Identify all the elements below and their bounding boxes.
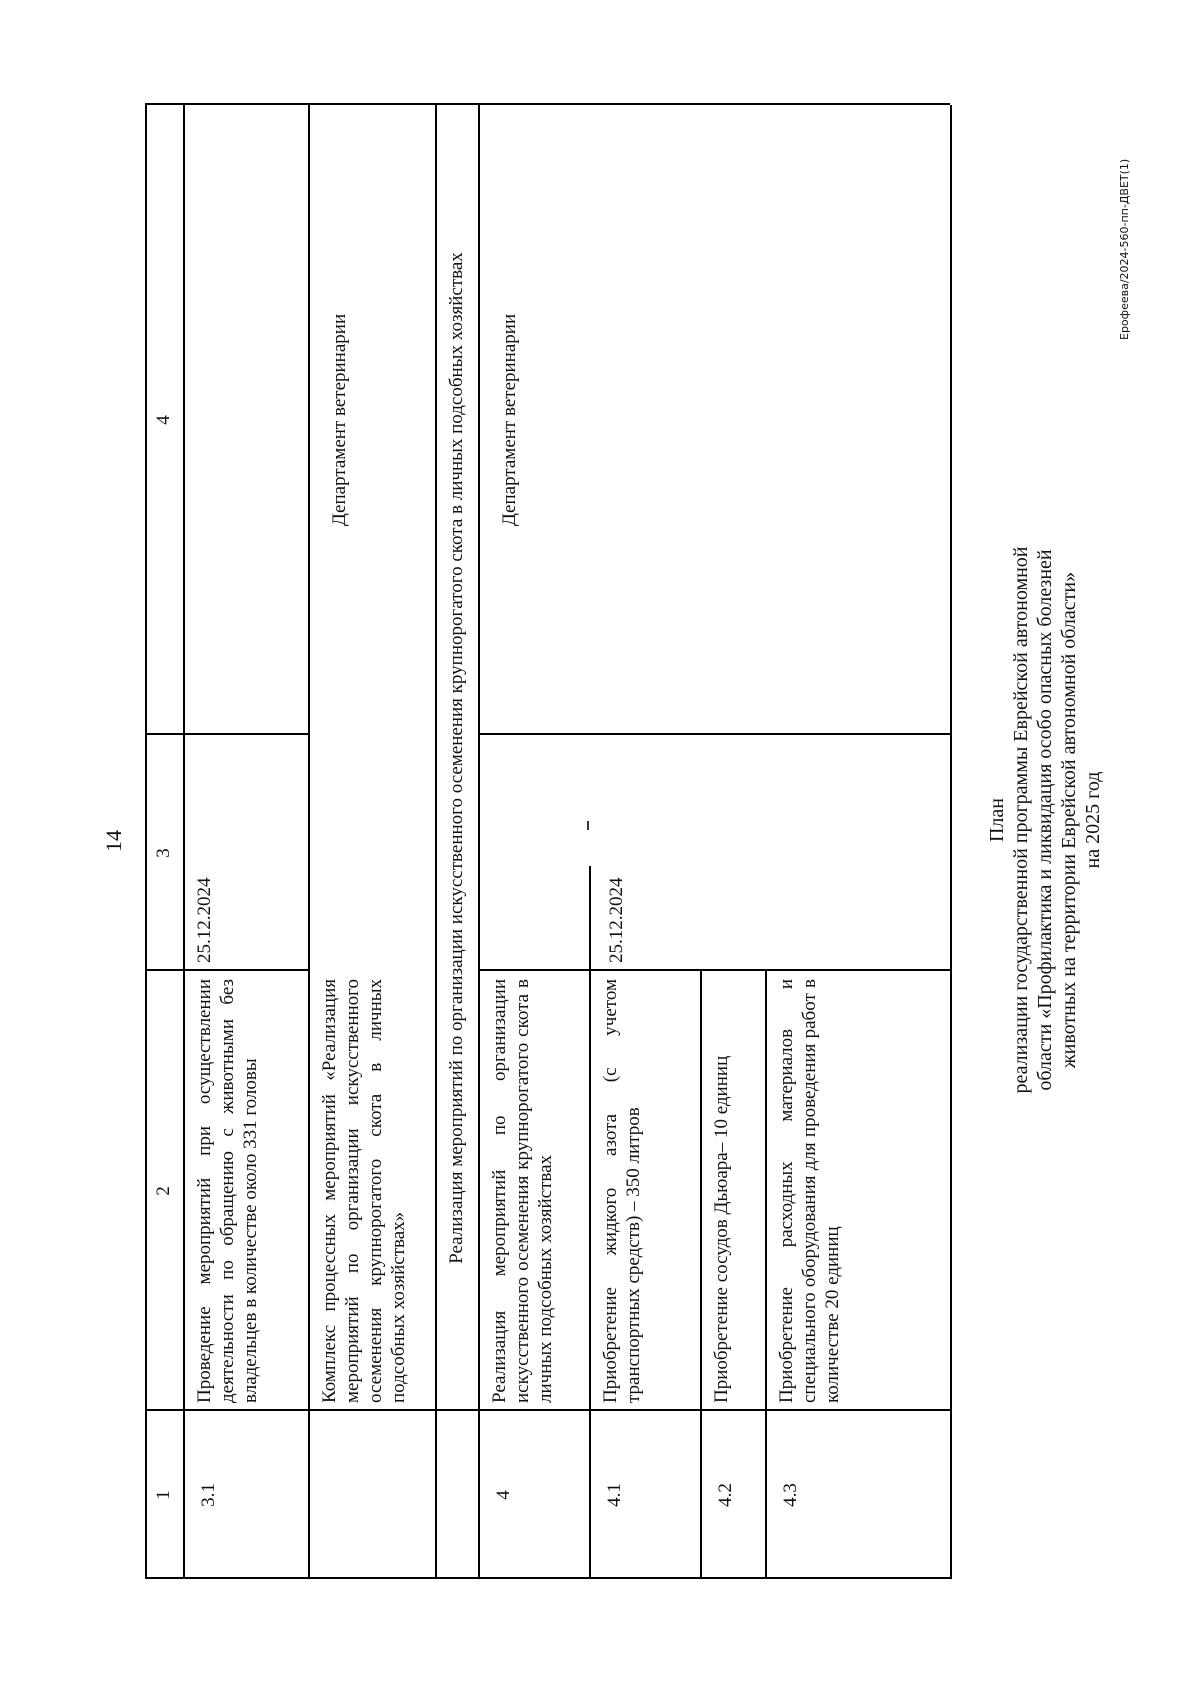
row-3-1-number: 3.1 xyxy=(198,1483,219,1507)
row-4-3-number: 4.3 xyxy=(780,1483,801,1507)
table-border-bottom xyxy=(950,105,952,1579)
row-4-text: Реализация мероприятий по организации искусственного осеменения крупнорогатого скота в личных подсобных хозяйствах xyxy=(489,979,556,1403)
stray-mark xyxy=(587,821,589,830)
row-4-2-number: 4.2 xyxy=(715,1483,736,1507)
caption-line-1: реализации государственной программы Еврейской автономной xyxy=(1010,546,1032,1094)
header-col-3: 3 xyxy=(153,848,174,858)
complex-title: Комплекс процессных мероприятий «Реализация мероприятий по организации искусственного осеменения крупнорогатого скота в личных подсобных хозяйствах» xyxy=(319,979,409,1403)
col-separator-3-bottom xyxy=(478,734,950,736)
header-col-2: 2 xyxy=(153,1186,174,1196)
document-code: Ерофеева/2024-560-пп-ДВЕТ(1) xyxy=(1118,158,1131,340)
caption-line-2: области «Профилактика и ликвидация особо опасных болезней xyxy=(1034,549,1056,1091)
row-4-1-date: 25.12.2024 xyxy=(606,877,627,963)
table-border-right xyxy=(145,104,950,106)
row-separator-complex xyxy=(435,105,437,1579)
header-col-1: 1 xyxy=(153,1490,174,1500)
caption-title: План xyxy=(986,798,1008,843)
rotated-table xyxy=(145,105,950,1579)
row-4-department: Департамент ветеринарии xyxy=(499,313,520,527)
row-4-1-number: 4.1 xyxy=(604,1483,625,1507)
table-border-top xyxy=(145,105,147,1579)
row-4-3-text: Приобретение расходных материалов и специального оборудования для проведения работ в количестве 20 единиц xyxy=(776,979,843,1403)
row-4-2-text: Приобретение сосудов Дьюара– 10 единиц xyxy=(711,1055,732,1403)
row-3-1-text: Проведение мероприятий при осуществлении деятельности по обращению с животными без владельцев в количестве около 331 головы xyxy=(194,979,261,1403)
section-title: Реализация мероприятий по организации искусственного осеменения крупнорогатого скота в личных подсобных хозяйствах xyxy=(446,252,467,1264)
header-col-4: 4 xyxy=(153,415,174,425)
complex-department: Департамент ветеринарии xyxy=(329,313,350,527)
table-border-left xyxy=(145,1578,950,1580)
caption-line-4: на 2025 год xyxy=(1082,771,1104,869)
row-4-1-text: Приобретение жидкого азота (с учетом транспортных средств) – 350 литров xyxy=(600,979,644,1403)
caption-line-3: животных на территории Еврейской автономной области» xyxy=(1058,571,1080,1069)
plan-caption xyxy=(985,510,1105,1130)
row-4-number: 4 xyxy=(493,1490,514,1500)
page-number: 14 xyxy=(101,830,126,852)
row-3-1-date: 25.12.2024 xyxy=(194,877,215,963)
